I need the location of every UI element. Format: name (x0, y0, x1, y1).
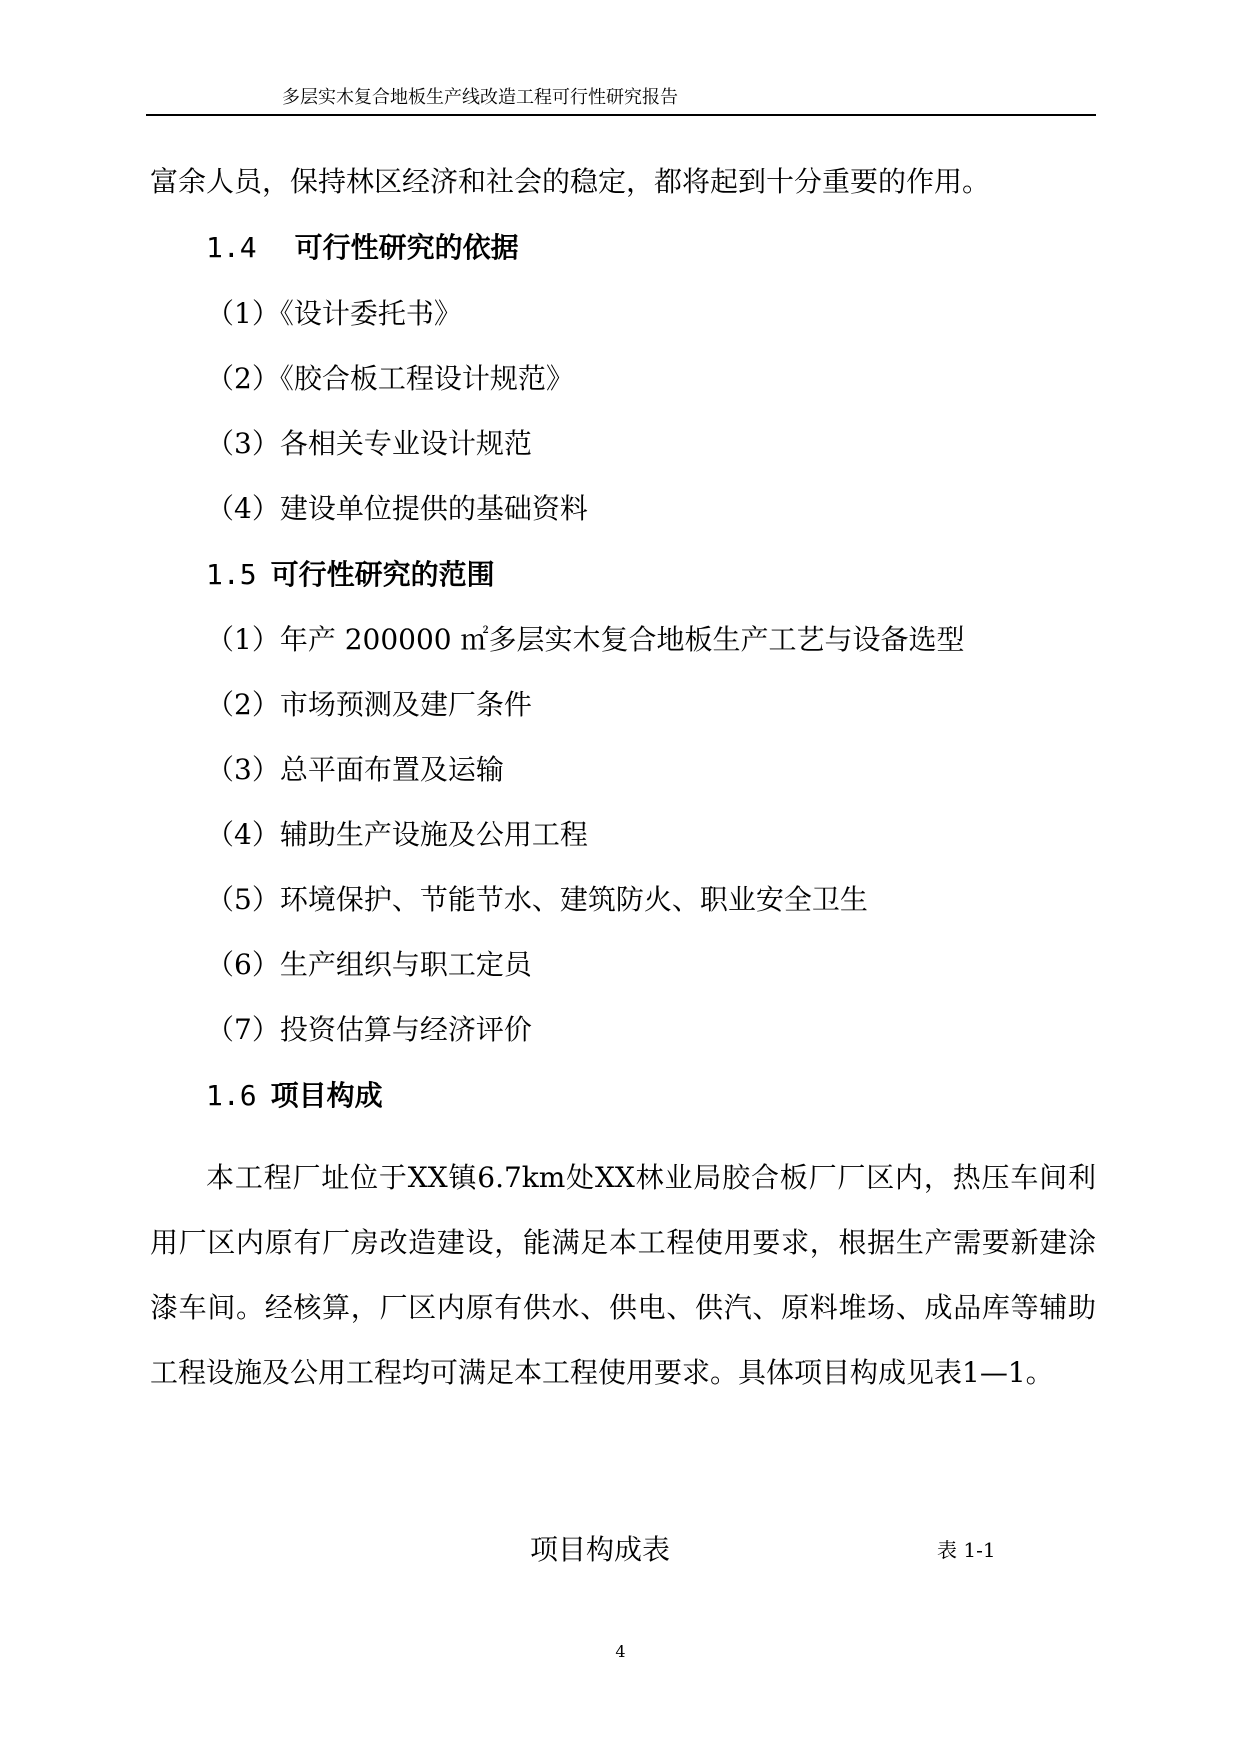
list-item: （6）生产组织与职工定员 (206, 948, 532, 981)
page-header (146, 86, 1096, 114)
list-item: （3）总平面布置及运输 (206, 753, 504, 786)
section-1-4-heading (206, 228, 519, 268)
list-item: （3）各相关专业设计规范 (206, 427, 532, 460)
section-1-5-number: 1.5 (206, 558, 257, 591)
header-title: 多层实木复合地板生产线改造工程可行性研究报告 (282, 87, 678, 108)
continued-text: 富余人员，保持林区经济和社会的稳定，都将起到十分重要的作用。 (150, 165, 991, 198)
list-item: （1）《设计委托书》 (206, 297, 462, 330)
list-item: （4）建设单位提供的基础资料 (206, 492, 588, 525)
section-1-6-title: 项目构成 (270, 1079, 383, 1112)
list-item: （2）《胶合板工程设计规范》 (206, 362, 574, 395)
list-item: （2）市场预测及建厂条件 (206, 688, 532, 721)
section-1-6-number: 1.6 (206, 1079, 257, 1112)
section-1-5-title: 可行性研究的范围 (270, 558, 495, 591)
table-number: 表 1-1 (937, 1538, 996, 1562)
page-number: 4 (615, 1642, 626, 1661)
section-1-6-paragraph: 本工程厂址位于XX镇6.7km处XX林业局胶合板厂厂区内，热压车间利用厂区内原有厂房改造建设，能满足本工程使用要求，根据生产需要新建涂漆车间。经核算，厂区内原有供水、供电、供汽、原料堆场、成品库等辅助工程设施及公用工程均可满足本工程使用要求。具体项目构成见表1—1。 (150, 1161, 1096, 1389)
list-item: （1）年产 200000 ㎡多层实木复合地板生产工艺与设备选型 (206, 623, 965, 656)
section-1-4-title: 可行性研究的依据 (294, 231, 519, 264)
section-1-6-heading (206, 1076, 383, 1116)
list-item: （7）投资估算与经济评价 (206, 1013, 532, 1046)
section-1-5-heading (206, 555, 495, 595)
header-rule (146, 114, 1096, 116)
list-item: （5）环境保护、节能节水、建筑防火、职业安全卫生 (206, 883, 868, 916)
section-1-4-number: 1.4 (206, 231, 257, 264)
table-caption: 项目构成表 (530, 1533, 671, 1566)
list-item: （4）辅助生产设施及公用工程 (206, 818, 588, 851)
